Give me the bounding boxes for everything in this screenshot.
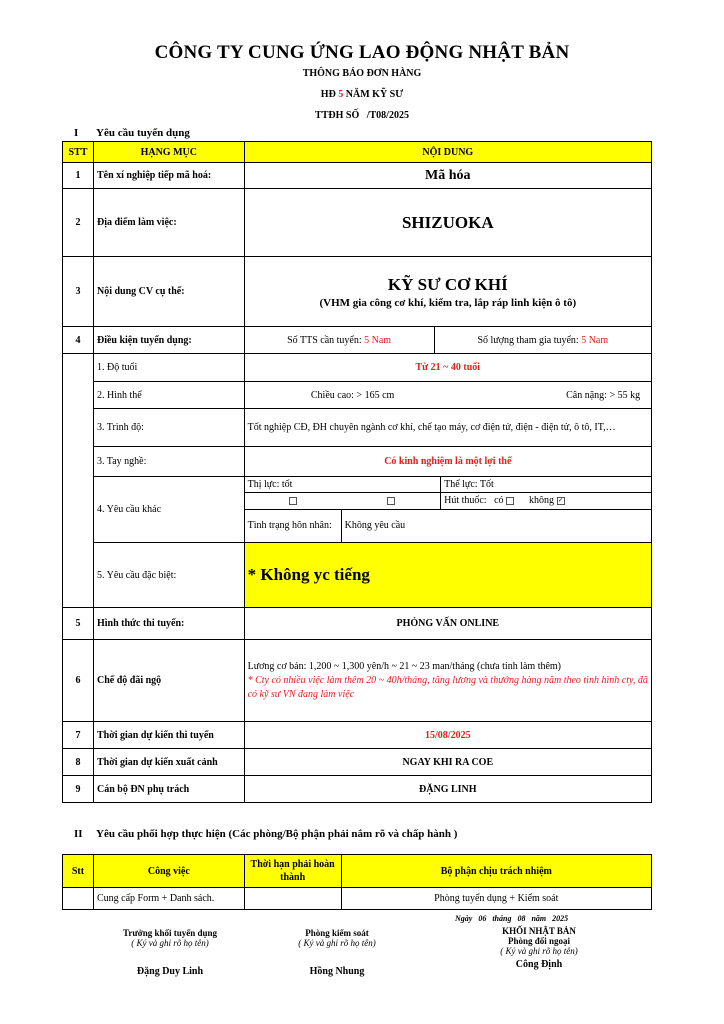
- col-item: HẠNG MỤC: [93, 142, 244, 163]
- company-title: CÔNG TY CUNG ỨNG LAO ĐỘNG NHẬT BẢN: [154, 42, 570, 63]
- age-label: 1. Độ tuổi: [93, 354, 244, 382]
- departure-time: NGAY KHI RA COE: [244, 749, 651, 776]
- table-row: [63, 327, 652, 354]
- exam-format: PHỎNG VẤN ONLINE: [244, 608, 651, 640]
- table-header: [63, 855, 652, 888]
- benefit-note: * Cty có nhiều việc làm thêm 20 ~ 40h/tháng, tăng lương và thưởng hàng năm theo tình hình cty, đã có kỹ sư VN đang làm việc: [247, 674, 648, 700]
- section-2-number: II: [74, 828, 83, 840]
- row-label: Hình thức thi tuyển:: [93, 608, 244, 640]
- eyesight-check-1: [245, 492, 342, 509]
- order-number: TTĐH SỐ /T08/2025: [315, 110, 409, 121]
- row-label: Điều kiện tuyển dụng:: [93, 327, 244, 354]
- other-requirements: [244, 477, 651, 543]
- checkbox-icon[interactable]: [289, 497, 297, 505]
- salary-text: Lương cơ bản: 1,200 ~ 1,300 yên/h ~ 21 ~ 23 man/tháng (chưa tính làm thêm): [247, 660, 562, 672]
- contract-line: [0, 89, 724, 100]
- benefits: [244, 640, 651, 722]
- section-1-heading: [74, 127, 190, 139]
- col-stt: Stt: [63, 855, 94, 888]
- body-label: 2. Hình thể: [93, 382, 244, 409]
- deadline-value: [244, 888, 341, 910]
- contract-years: 5: [338, 89, 344, 100]
- table-row: [63, 749, 652, 776]
- signer-name: Hồng Nhung: [309, 966, 365, 977]
- row-stt: 6: [63, 640, 94, 722]
- department-value: Phòng tuyển dụng + Kiểm soát: [341, 888, 651, 910]
- row-label: Tên xí nghiệp tiếp mã hoá:: [93, 163, 244, 189]
- row-label: Nội dung CV cụ thể:: [93, 257, 244, 327]
- education-label: 3. Trình độ:: [93, 409, 244, 447]
- table-row: [63, 608, 652, 640]
- tts-needed: [245, 327, 435, 353]
- company-code: Mã hóa: [244, 163, 651, 189]
- table-row: [63, 722, 652, 749]
- smoking-label: Hút thuốc:: [444, 495, 487, 506]
- smoking-yes-checkbox[interactable]: [506, 497, 514, 505]
- signer-note: ( Ký và ghi rõ họ tên): [500, 946, 578, 956]
- sign-date: Ngày 06 tháng 08 năm 2025: [455, 914, 569, 923]
- eyesight-value: Thị lực: tốt: [245, 477, 441, 492]
- height-value: Chiều cao: > 165 cm: [310, 389, 395, 401]
- signature-control: [262, 928, 412, 977]
- task-value: Cung cấp Form + Danh sách.: [93, 888, 244, 910]
- row-stt: 1: [63, 163, 94, 189]
- tts-label: Số TTS cần tuyển:: [287, 334, 362, 346]
- table-row: [63, 409, 652, 447]
- job-title: KỸ SƯ CƠ KHÍ: [387, 274, 508, 294]
- eyesight-check-2: [341, 492, 441, 509]
- signer-subtitle: Phòng đối ngoại: [507, 936, 571, 946]
- col-stt: STT: [63, 142, 94, 163]
- row-label: Thời gian dự kiến thi tuyển: [93, 722, 244, 749]
- row-label: Địa điểm làm việc:: [93, 189, 244, 257]
- col-task: Công việc: [93, 855, 244, 888]
- table-row: [63, 189, 652, 257]
- table-row: [63, 447, 652, 477]
- row-stt-empty: [63, 888, 94, 910]
- recruit-conditions: [244, 327, 651, 354]
- body-values: [244, 382, 651, 409]
- exam-date: 15/08/2025: [244, 722, 651, 749]
- checkbox-icon[interactable]: [387, 497, 395, 505]
- table-row: [63, 776, 652, 803]
- row-stt: 3: [63, 257, 94, 327]
- weight-value: Cân nặng: > 55 kg: [566, 389, 641, 401]
- table-row: [63, 543, 652, 608]
- join-label: Số lượng tham gia tuyển:: [477, 334, 579, 346]
- smoking-yes-label: có: [494, 495, 504, 506]
- table-row: [63, 477, 652, 543]
- signer-name: Đặng Duy Linh: [136, 966, 204, 977]
- contract-prefix: HĐ: [320, 89, 336, 100]
- table-row: [63, 257, 652, 327]
- col-content: NỘI DUNG: [244, 142, 651, 163]
- work-location: SHIZUOKA: [244, 189, 651, 257]
- table-row: [63, 382, 652, 409]
- skill-value: Có kinh nghiệm là một lợi thế: [244, 447, 651, 477]
- fitness-value: Thể lực: Tốt: [441, 477, 651, 492]
- row-label: Thời gian dự kiến xuất cảnh: [93, 749, 244, 776]
- notice-title: THÔNG BÁO ĐƠN HÀNG: [302, 68, 422, 79]
- section-1-number: I: [74, 127, 79, 139]
- signer-note: ( Ký và ghi rõ họ tên): [131, 938, 209, 948]
- signer-title: Phòng kiểm soát: [305, 928, 369, 938]
- coordination-table: [62, 854, 652, 910]
- signer-note: ( Ký và ghi rõ họ tên): [298, 938, 376, 948]
- contract-suffix: NĂM KỸ SƯ: [345, 89, 404, 100]
- section-2-heading: [74, 828, 457, 840]
- row-stt: 5: [63, 608, 94, 640]
- age-value: Từ 21 ~ 40 tuổi: [244, 354, 651, 382]
- other-label: 4. Yêu cầu khác: [93, 477, 244, 543]
- requirements-table: [62, 141, 652, 803]
- skill-label: 3. Tay nghề:: [93, 447, 244, 477]
- smoking-row: [441, 492, 651, 509]
- tts-join: [434, 327, 651, 353]
- row-label: Chế độ đãi ngộ: [93, 640, 244, 722]
- row-stt: 9: [63, 776, 94, 803]
- section-1-title: Yêu cầu tuyển dụng: [96, 127, 190, 139]
- job-description: (VHM gia công cơ khí, kiểm tra, lắp ráp linh kiện ô tô): [319, 296, 577, 309]
- col-department: Bộ phận chịu trách nhiệm: [341, 855, 651, 888]
- join-value: 5 Nam: [581, 334, 609, 346]
- table-row: [63, 354, 652, 382]
- marital-value: Không yêu cầu: [341, 509, 651, 542]
- signer-name: Công Định: [515, 959, 563, 970]
- col-deadline: Thời hạn phải hoàn thành: [244, 855, 341, 888]
- row-stt: 4: [63, 327, 94, 354]
- marital-label: Tình trạng hôn nhân:: [245, 509, 342, 542]
- row-stt: 2: [63, 189, 94, 257]
- smoking-no-checkbox[interactable]: ✓: [558, 497, 564, 504]
- section-2-title: Yêu cầu phối hợp thực hiện (Các phòng/Bộ phận phải nắm rõ và chấp hành ): [96, 828, 458, 840]
- special-value: * Không yc tiếng: [244, 543, 651, 608]
- table-row: [63, 163, 652, 189]
- signature-japan: [464, 926, 614, 970]
- smoking-no-label: không: [529, 495, 555, 506]
- tts-value: 5 Nam: [364, 334, 392, 346]
- staff-in-charge: ĐẶNG LINH: [244, 776, 651, 803]
- signature-recruitment: [95, 928, 245, 977]
- row-stt: 8: [63, 749, 94, 776]
- row-stt: 7: [63, 722, 94, 749]
- table-header: [63, 142, 652, 163]
- education-value: Tốt nghiệp CĐ, ĐH chuyên ngành cơ khí, chế tạo máy, cơ điện tử, điện - điện tử, ô tô, IT,…: [244, 409, 651, 447]
- signer-title: KHỐI NHẬT BẢN: [502, 926, 576, 936]
- special-label: 5. Yêu cầu đặc biệt:: [93, 543, 244, 608]
- table-row: [63, 640, 652, 722]
- row-stt-empty: [63, 354, 94, 608]
- signer-title: Trưởng khối tuyển dụng: [123, 928, 217, 938]
- job-content: [244, 257, 651, 327]
- table-row: [63, 888, 652, 910]
- row-label: Cán bộ ĐN phụ trách: [93, 776, 244, 803]
